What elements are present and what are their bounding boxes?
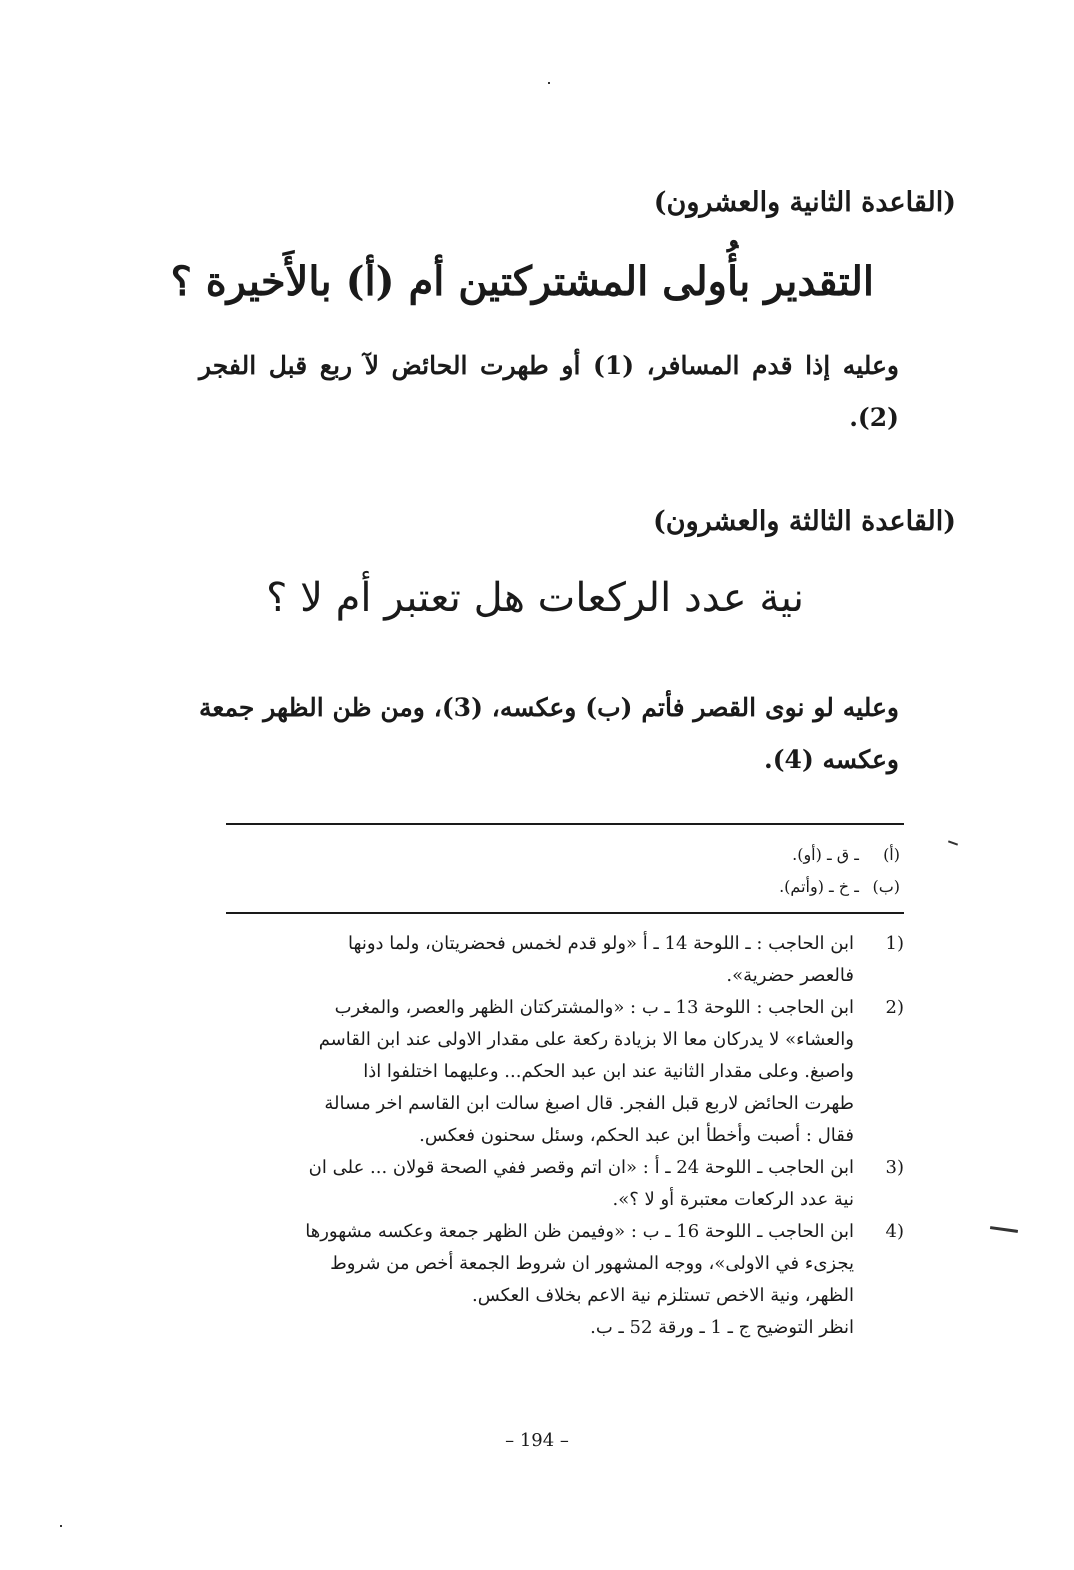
rule-22-title: التقدير بأُولى المشتركتين أم (أ) بالأَخيرة ؟ — [170, 258, 874, 305]
variant-note-b — [779, 877, 900, 896]
variant-text: ـ خ ـ (وأتم). — [779, 877, 859, 896]
scan-mark — [948, 840, 958, 845]
footnote — [222, 992, 904, 1152]
footnote-line: نية عدد الركعات معتبرة أو لا ؟». — [612, 1189, 854, 1210]
variant-text: ـ ق ـ (أو). — [792, 845, 859, 864]
footnote — [222, 1216, 904, 1344]
scan-speck — [548, 82, 550, 84]
footnote-line: ابن الحاجب ـ اللوحة 16 ـ ب : «وفيمن ظن الظهر جمعة وعكسه مشهورها — [305, 1221, 854, 1242]
variant-note-a — [792, 845, 900, 864]
scan-speck — [60, 1525, 62, 1527]
scan-mark — [990, 1226, 1018, 1233]
footnote-line: يجزىء في الاولى»، ووجه المشهور ان شروط الجمعة أخص من شروط — [330, 1253, 854, 1274]
footnote-line: فالعصر حضرية». — [726, 965, 854, 986]
footnote-line: ابن الحاجب ـ اللوحة 24 ـ أ : «ان اتم وقصر ففي الصحة قولان ... على ان — [308, 1157, 854, 1178]
rule-23-heading: (القاعدة الثالثة والعشرون) — [653, 506, 956, 537]
footnote — [222, 1152, 904, 1216]
variants-divider — [226, 823, 904, 825]
variant-label: (ب) — [872, 877, 900, 896]
page-number: – 194 – — [505, 1430, 569, 1451]
footnote-number: (1 — [885, 933, 904, 954]
footnote — [222, 928, 904, 992]
footnote-line: والعشاء» لا يدركان معا الا بزيادة ركعة على مقدار الاولى عند ابن القاسم — [318, 1029, 854, 1050]
footnote-line: واصبغ. وعلى مقدار الثانية عند ابن عبد الحكم... وعليهما اختلفوا اذا — [363, 1061, 854, 1082]
footnote-number: (2 — [885, 997, 904, 1018]
rule-23-text: وعليه لو نوى القصر فأتم (ب) وعكسه، (3)، ومن ظن الظهر جمعة وعكسه (4). — [199, 693, 899, 774]
footnote-line: فقال : أصبت وأخطأ ابن عبد الحكم، وسئل سحنون فعكس. — [419, 1125, 854, 1146]
footnote-line: انظر التوضيح ج ـ 1 ـ ورقة 52 ـ ب. — [590, 1317, 854, 1338]
footnote-line: طهرت الحائض لاربع قبل الفجر. قال اصبغ سالت ابن القاسم اخر مسالة — [324, 1093, 854, 1114]
rule-22-text: وعليه إذا قدم المسافر، (1) أو طهرت الحائض لآ ربع قبل الفجر (2). — [199, 351, 899, 432]
footnote-number: (3 — [885, 1157, 904, 1178]
footnote-number: (4 — [885, 1221, 904, 1242]
footnote-line: ابن الحاجب : ـ اللوحة 14 ـ أ «ولو قدم لخمس فحضريتان، ولما دونها — [348, 933, 854, 954]
footnotes — [222, 928, 904, 1344]
footnote-line: ابن الحاجب : اللوحة 13 ـ ب : «والمشتركتان الظهر والعصر، والمغرب — [334, 997, 854, 1018]
rule-23-title: نية عدد الركعات هل تعتبر أم لا ؟ — [266, 575, 804, 621]
rule-22-heading: (القاعدة الثانية والعشرون) — [653, 187, 956, 218]
footnote-line: الظهر، ونية الاخص تستلزم نية الاعم بخلاف العكس. — [472, 1285, 854, 1306]
variant-label: (أ) — [883, 845, 900, 864]
footnotes-divider — [226, 912, 904, 914]
